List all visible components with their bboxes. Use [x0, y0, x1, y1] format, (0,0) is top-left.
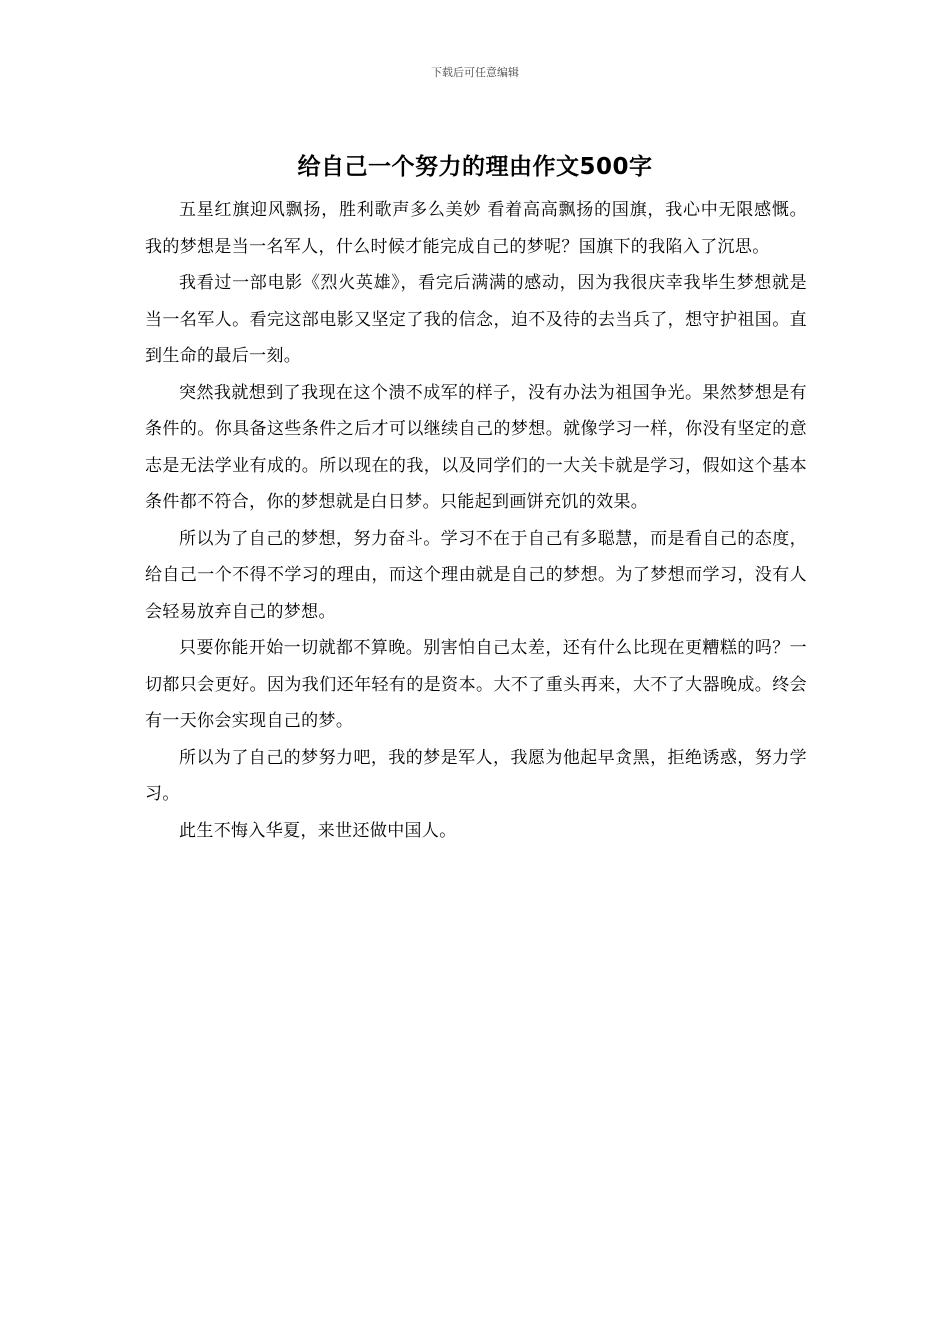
paragraph-1: 五星红旗迎风飘扬，胜利歌声多么美妙 看着高高飘扬的国旗，我心中无限感慨。我的梦想是当一名军人，什么时候才能完成自己的梦呢？国旗下的我陷入了沉思。	[145, 200, 807, 257]
paragraph-2: 我看过一部电影《烈火英雄》，看完后满满的感动，因为我很庆幸我毕生梦想就是当一名军人。看完这部电影又坚定了我的信念，迫不及待的去当兵了，想守护祖国。直到生命的最后一刻。	[145, 273, 807, 366]
paragraph-6: 所以为了自己的梦努力吧，我的梦是军人，我愿为他起早贪黑，拒绝诱惑，努力学习。	[145, 747, 807, 804]
paragraph-4: 所以为了自己的梦想，努力奋斗。学习不在于自己有多聪慧，而是看自己的态度，给自己一个不得不学习的理由，而这个理由就是自己的梦想。为了梦想而学习，没有人会轻易放弃自己的梦想。	[145, 528, 807, 622]
paragraph-7: 此生不悔入华夏，来世还做中国人。	[179, 820, 457, 841]
document-body	[145, 192, 807, 849]
paragraph-3: 突然我就想到了我现在这个溃不成军的样子，没有办法为祖国争光。果然梦想是有条件的。你具备这些条件之后才可以继续自己的梦想。就像学习一样，你没有坚定的意志是无法学业有成的。所以现在的我，以及同学们的一大关卡就是学习，假如这个基本条件都不符合，你的梦想就是白日梦。只能起到画饼充饥的效果。	[145, 382, 807, 512]
document-title: 给自己一个努力的理由作文500字	[297, 154, 653, 180]
paragraph-5: 只要你能开始一切就都不算晚。别害怕自己太差，还有什么比现在更糟糕的吗？一切都只会更好。因为我们还年轻有的是资本。大不了重头再来，大不了大器晚成。终会有一天你会实现自己的梦。	[145, 638, 807, 731]
header-note: 下载后可任意编辑	[431, 66, 519, 79]
